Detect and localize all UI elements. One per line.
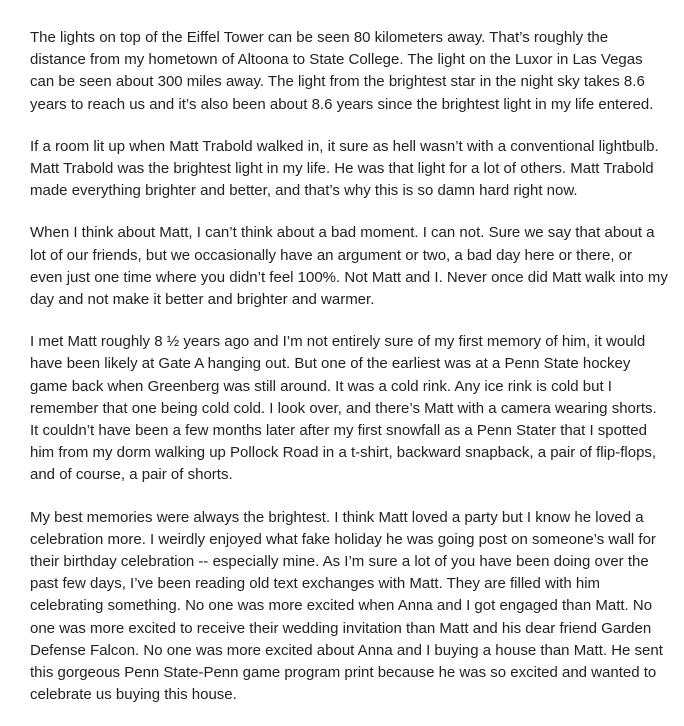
text-line: past few days, I’ve been reading old text exchanges with Matt. They are filled with him <box>30 575 601 593</box>
text-line: celebration more. I weirdly enjoyed what fake holiday he was going post on someone’s wall for <box>30 530 656 548</box>
text-line: If a room lit up when Matt Trabold walked in, it sure as hell wasn’t with a conventional lightbulb. <box>30 137 659 155</box>
text-line: celebrating something. No one was more excited when Anna and I got engaged than Matt. No <box>30 597 653 615</box>
document-body <box>30 27 670 726</box>
text-line: distance from my hometown of Altoona to State College. The light on the Luxor in Las Vegas <box>30 51 643 69</box>
text-line: I met Matt roughly 8 ½ years ago and I’m not entirely sure of my first memory of him, it would <box>30 333 646 351</box>
text-line: him from my dorm walking up Pollock Road in a t-shirt, backward snapback, a pair of flip-flops, <box>30 444 657 462</box>
text-line: lot of our friends, but we occasionally have an argument or two, a bad day here or there, or <box>30 246 633 264</box>
text-line: Matt Trabold was the brightest light in my life. He was that light for a lot of others. Matt Trabold <box>30 160 654 178</box>
text-line: this gorgeous Penn State-Penn game program print because he was so excited and wanted to <box>30 664 657 682</box>
text-line: day and not make it better and brighter and warmer. <box>30 291 375 309</box>
text-line: and of course, a pair of shorts. <box>30 466 233 484</box>
paragraph-no-bad-moment <box>30 222 670 311</box>
text-line: Defense Falcon. No one was more excited about Anna and I buying a house than Matt. He sent <box>30 641 663 659</box>
paragraph-best-memories <box>30 507 670 707</box>
text-line: celebrate us buying this house. <box>30 686 237 704</box>
text-line: It couldn’t have been a few months later after my first snowfall as a Penn Stater that I spotted <box>30 422 647 440</box>
text-line: When I think about Matt, I can’t think about a bad moment. I can not. Sure we say that about a <box>30 224 655 242</box>
text-line: have been likely at Gate A hanging out. But one of the earliest was at a Penn State hockey <box>30 355 631 373</box>
text-line: The lights on top of the Eiffel Tower can be seen 80 kilometers away. That’s roughly the <box>30 29 609 46</box>
paragraph-first-memory <box>30 331 670 486</box>
text-line: made everything brighter and better, and that’s why this is so damn hard right now. <box>30 182 578 200</box>
paragraph-brightest-light <box>30 136 670 203</box>
text-line: can be seen about 300 miles away. The light from the brightest star in the night sky takes 8.6 <box>30 73 645 91</box>
text-line: game back when Greenberg was still around. It was a cold rink. Any ice rink is cold but I <box>30 377 612 395</box>
text-line: years to reach us and it’s also been about 8.6 years since the brightest light in my life entered. <box>30 95 654 113</box>
text-line: even just one time where you didn’t feel 100%. Not Matt and I. Never once did Matt walk into my <box>30 268 668 286</box>
text-line: My best memories were always the brightest. I think Matt loved a party but I know he loved a <box>30 508 644 526</box>
text-line: one was more excited to receive their wedding invitation than Matt and his dear friend Garden <box>30 619 652 637</box>
text-line: their birthday celebration -- especially mine. As I’m sure a lot of you have been doing over the <box>30 553 649 571</box>
text-line: remember that one being cold cold. I look over, and there’s Matt with a camera wearing shorts. <box>30 399 657 417</box>
paragraph-eiffel-tower <box>30 27 670 116</box>
